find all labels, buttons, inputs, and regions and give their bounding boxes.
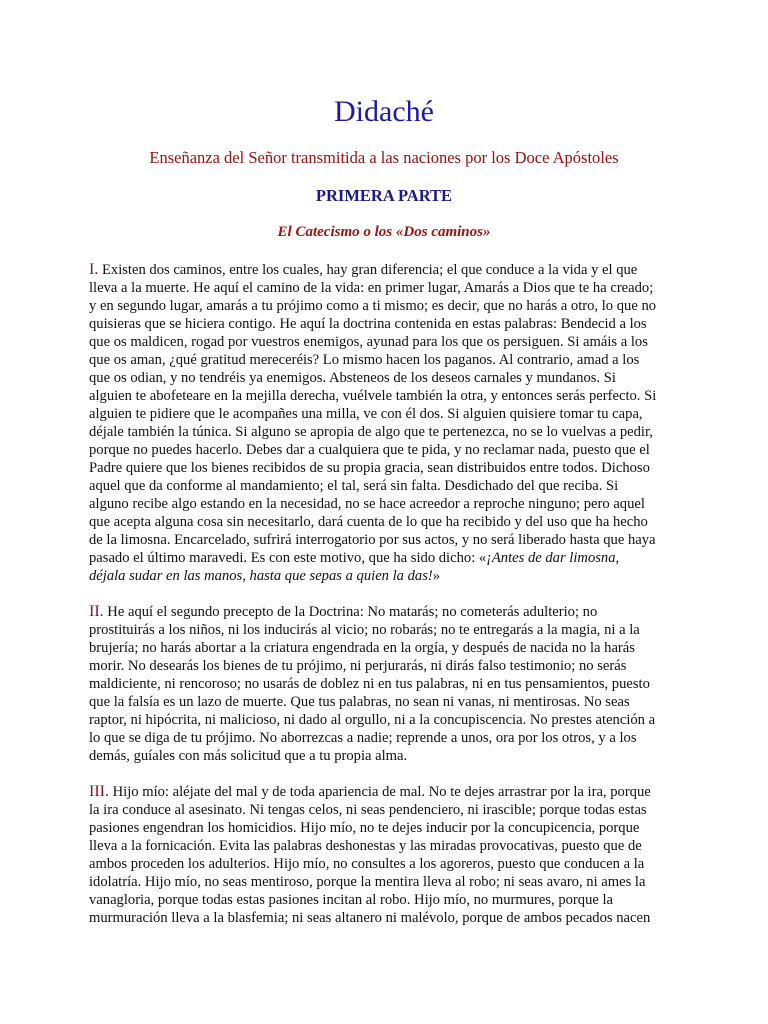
paragraph-numeral: I. [89, 261, 99, 278]
paragraph-line [89, 567, 689, 585]
paragraph-text: Hijo mío: aléjate del mal y de toda apariencia de mal. No te dejes arrastrar por la ira, porque [108, 784, 651, 800]
paragraph-line [89, 549, 689, 567]
paragraph-numeral: II. [89, 603, 104, 620]
paragraph-line: raptor, ni hipócrita, ni malicioso, ni dado al orgullo, ni a la concupiscencia. No prestes atención a [89, 712, 656, 728]
paragraph-line [89, 783, 689, 801]
paragraph-line: lleva a la muerte. He aquí el camino de la vida: en primer lugar, Amarás a Dios que te ha creado; [89, 280, 654, 296]
quote-text: ¡Antes de dar limosna, [486, 550, 620, 566]
paragraph-3 [89, 783, 689, 927]
part-heading: PRIMERA PARTE [315, 186, 453, 205]
paragraph-line: que os maldicen, rogad por vuestros enemigos, ayunad para los que os persiguen. Si amáis a los [89, 334, 648, 350]
paragraph-line: ambos proceden los adulterios. Hijo mío, no consultes a los agoreros, puesto que conducen a la [89, 856, 645, 872]
paragraph-line: alguno recibe algo estando en la necesidad, no se hace acreedor a reproche ninguno; pero aquel [89, 496, 645, 512]
paragraph-line: maldiciente, ni rencoroso; no usarás de doblez ni en tus palabras, ni en tus pensamientos, puesto [89, 676, 650, 692]
section-title: El Catecismo o los «Dos caminos» [277, 224, 491, 240]
paragraph-line: lleva a la fornicación. Evita las palabras deshonestas y las miradas provocativas, puesto que de [89, 838, 642, 854]
paragraph-line: que la falsía es un lazo de muerte. Que tus palabras, no sean ni vanas, ni mentirosas. No seas [89, 694, 630, 710]
paragraph-1 [89, 261, 689, 585]
paragraph-line: vanagloria, porque todas estas pasiones incitan al robo. Hijo mío, no murmures, porque la [89, 892, 614, 908]
paragraph-line: pasiones engendran los homicidios. Hijo mío, no te dejes inducir por la concupicencia, porque [89, 820, 640, 836]
paragraph-line: prostituirás a los niños, ni los inducirás al vicio; no robarás; no te entregarás a la magia, ni a la [89, 622, 640, 638]
paragraph-line: la ira conduce al asesinato. Ni tengas celos, ni seas pendenciero, ni irascible; porque todas estas [89, 802, 647, 818]
paragraph-line: y en segundo lugar, amarás a tu prójimo como a ti mismo; es decir, que no harás a otro, lo que no [89, 298, 657, 314]
paragraph-line: que os aman, ¿qué gratitud mereceréis? Lo mismo hacen los paganos. Al contrario, amad a los [89, 352, 640, 368]
paragraph-line: quisieras que se hiciera contigo. He aquí la doctrina contenida en estas palabras: Bendecid a los [89, 316, 647, 332]
paragraph-line: porque no puedes hacerlo. Debes dar a cualquiera que te pida, y no reclamar nada, puesto que el [89, 442, 650, 458]
paragraph-line: lo que se diga de tu prójimo. No aborrezcas a nadie; reprende a unos, ora por los otros, y a los [89, 730, 637, 746]
paragraph-line: alguien te pidiere que le acompañes una milla, ve con él dos. Si alguien quisiere tomar tu capa, [89, 406, 643, 422]
paragraph-line: murmuración lleva a la blasfemia; ni seas altanero ni malévolo, porque de ambos pecados nacen [89, 910, 651, 926]
paragraph-line: de la limosna. Encarcelado, sufrirá interrogatorio por sus actos, y no será liberado hasta que haya [89, 532, 656, 548]
paragraph-line: alguien te abofeteare en la mejilla derecha, vuélvele también la otra, y entonces serás perfecto. Si [89, 388, 657, 404]
paragraph-line: Padre quiere que los bienes recibidos de su propia gracia, sean distribuidos entre todos. Dichoso [89, 460, 650, 476]
paragraph-line: que os odian, y no tendréis ya enemigos. Absteneos de los deseos carnales y mundanos. Si [89, 370, 616, 386]
paragraph-line: demás, guíales con más solicitud que a tu propia alma. [89, 748, 408, 764]
paragraph-line [89, 261, 689, 279]
document-subtitle: Enseñanza del Señor transmitida a las naciones por los Doce Apóstoles [149, 148, 619, 167]
paragraph-line: morir. No desearás los bienes de tu prójimo, ni perjurarás, ni dirás falso testimonio; no serás [89, 658, 627, 674]
quote-close: » [432, 568, 441, 584]
paragraph-line [89, 603, 689, 621]
paragraph-line: déjale también la túnica. Si alguno se apropia de algo que te pertenezca, no se lo vuelvas a pedir, [89, 424, 653, 440]
paragraph-text: He aquí el segundo precepto de la Doctrina: No matarás; no cometerás adulterio; no [103, 604, 598, 620]
paragraph-line: que acepta alguna cosa sin necesitarlo, dará cuenta de lo que ha recibido y del uso que ha hecho [89, 514, 648, 530]
paragraph-text: pasado el último maravedi. Es con este motivo, que ha sido dicho: « [89, 550, 487, 566]
paragraph-numeral: III. [89, 783, 109, 800]
paragraph-2 [89, 603, 689, 765]
document-title: Didaché [334, 95, 434, 128]
paragraph-line: idolatría. Hijo mío, no seas mentiroso, porque la mentira lleva al robo; ni seas avaro, ni ames la [89, 874, 646, 890]
paragraph-line: aquel que da conforme al mandamiento; el tal, será sin falta. Desdichado del que reciba. Si [89, 478, 619, 494]
quote-text: déjala sudar en las manos, hasta que sepas a quien la das! [89, 568, 433, 584]
paragraph-line: brujería; no harás abortar a la criatura engendrada en la orgía, y después de nacida no la harás [89, 640, 635, 656]
paragraph-text: Existen dos caminos, entre los cuales, hay gran diferencia; el que conduce a la vida y el que [98, 262, 638, 278]
